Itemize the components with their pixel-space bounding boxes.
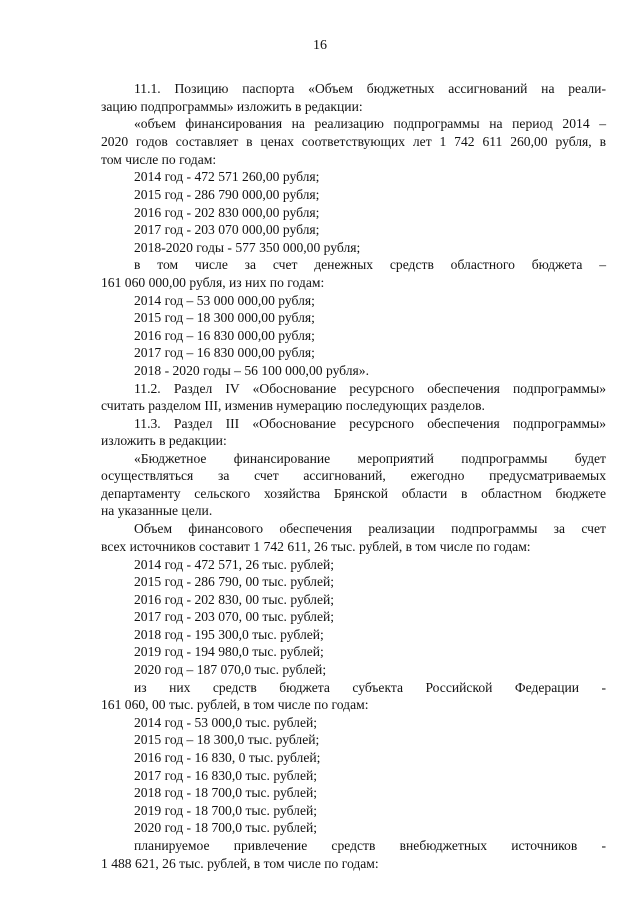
page-number: 16 — [313, 38, 327, 53]
text-line: 2017 год – 16 830 000,00 рубля; — [134, 345, 315, 360]
text-line: 2020 годов составляет в ценах соответствующих лет 1 742 611 260,00 рубля, в — [101, 134, 606, 149]
text-line: Объем финансового обеспечения реализации подпрограммы за счет — [134, 521, 606, 536]
text-line: 2017 год - 203 070 000,00 рубля; — [134, 222, 320, 237]
text-line: из них средств бюджета субъекта Российской Федерации - — [134, 680, 606, 695]
text-line: департаменту сельского хозяйства Брянской области в областном бюджете — [101, 486, 606, 501]
text-line: том числе по годам: — [101, 152, 217, 167]
text-line: 161 060 000,00 рубля, из них по годам: — [101, 275, 325, 290]
text-line: 2019 год - 18 700,0 тыс. рублей; — [134, 803, 318, 818]
text-line: 2016 год - 16 830, 0 тыс. рублей; — [134, 750, 321, 765]
text-line: 1 488 621, 26 тыс. рублей, в том числе по годам: — [101, 856, 379, 871]
text-line: 2015 год – 18 300 000,00 рубля; — [134, 310, 315, 325]
text-line: 2014 год - 472 571 260,00 рубля; — [134, 169, 320, 184]
text-line: зацию подпрограммы» изложить в редакции: — [101, 99, 363, 114]
text-line: 2020 год – 187 070,0 тыс. рублей; — [134, 662, 327, 677]
text-line: 2018 - 2020 годы – 56 100 000,00 рубля». — [134, 363, 369, 378]
text-line: 11.1. Позицию паспорта «Объем бюджетных ассигнований на реали- — [134, 81, 606, 96]
text-line: 2017 год - 203 070, 00 тыс. рублей; — [134, 609, 335, 624]
text-line: «объем финансирования на реализацию подпрограммы на период 2014 – — [134, 116, 606, 131]
text-line: 2014 год - 472 571, 26 тыс. рублей; — [134, 557, 335, 572]
text-line: 2015 год – 18 300,0 тыс. рублей; — [134, 732, 320, 747]
text-line: 161 060, 00 тыс. рублей, в том числе по годам: — [101, 697, 369, 712]
text-line: всех источников составит 1 742 611, 26 тыс. рублей, в том числе по годам: — [101, 539, 531, 554]
text-line: считать разделом III, изменив нумерацию последующих разделов. — [101, 398, 485, 413]
text-line: 2016 год - 202 830 000,00 рубля; — [134, 205, 320, 220]
text-line: 2019 год - 194 980,0 тыс. рублей; — [134, 644, 324, 659]
text-line: осуществляться за счет ассигнований, ежегодно предусматриваемых — [101, 468, 606, 483]
text-line: 2020 год - 18 700,0 тыс. рублей; — [134, 820, 318, 835]
text-line: 2014 год – 53 000 000,00 рубля; — [134, 293, 315, 308]
text-line: 2016 год - 202 830, 00 тыс. рублей; — [134, 592, 335, 607]
text-line: 2018 год - 18 700,0 тыс. рублей; — [134, 785, 318, 800]
text-line: 2018 год - 195 300,0 тыс. рублей; — [134, 627, 324, 642]
text-line: на указанные цели. — [101, 503, 213, 518]
text-line: 2017 год - 16 830,0 тыс. рублей; — [134, 768, 318, 783]
text-line: 2015 год - 286 790, 00 тыс. рублей; — [134, 574, 335, 589]
text-line: 2014 год - 53 000,0 тыс. рублей; — [134, 715, 318, 730]
text-line: 2016 год – 16 830 000,00 рубля; — [134, 328, 315, 343]
text-line: планируемое привлечение средств внебюджетных источников - — [134, 838, 606, 853]
text-line: 11.3. Раздел III «Обоснование ресурсного обеспечения подпрограммы» — [134, 416, 606, 431]
text-line: 11.2. Раздел IV «Обоснование ресурсного обеспечения подпрограммы» — [134, 381, 606, 396]
text-line: изложить в редакции: — [101, 433, 227, 448]
text-line: 2015 год - 286 790 000,00 рубля; — [134, 187, 320, 202]
text-line: 2018-2020 годы - 577 350 000,00 рубля; — [134, 240, 361, 255]
text-line: в том числе за счет денежных средств областного бюджета – — [134, 257, 606, 272]
text-line: «Бюджетное финансирование мероприятий подпрограммы будет — [134, 451, 606, 466]
